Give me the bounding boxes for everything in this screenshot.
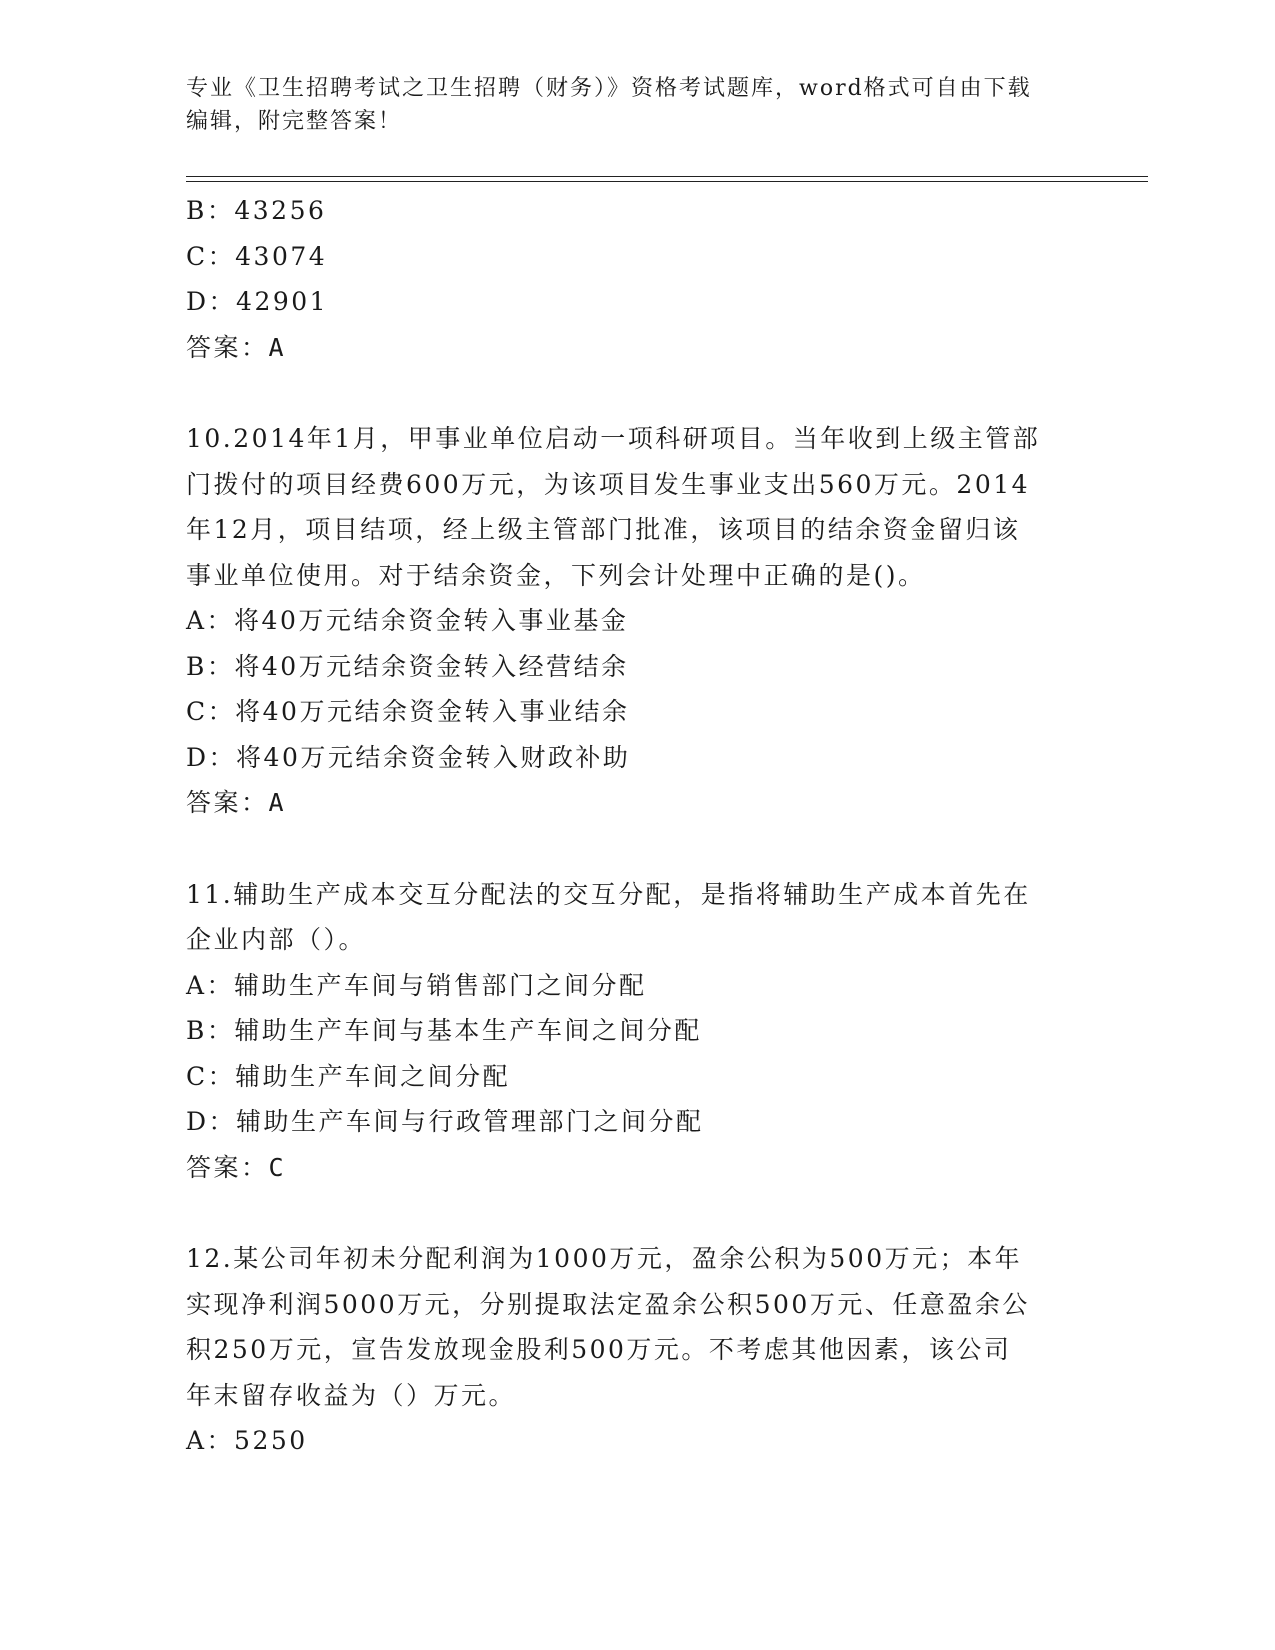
header-line-2: 编辑，附完整答案！ xyxy=(186,109,403,134)
option-line: B：辅助生产车间与基本生产车间之间分配 xyxy=(186,1016,702,1045)
answer-line xyxy=(186,1145,1066,1191)
option-line: A：5250 xyxy=(186,1426,308,1455)
question-block-10 xyxy=(186,416,1066,826)
header-divider-top xyxy=(186,176,1148,177)
question-stem-line: 年12月，项目结项，经上级主管部门批准，该项目的结余资金留归该 xyxy=(186,515,1021,544)
question-spacer xyxy=(186,826,1066,872)
option-line: C：43074 xyxy=(186,241,328,271)
answer-value: A xyxy=(268,332,287,362)
option-line: C：辅助生产车间之间分配 xyxy=(186,1061,511,1091)
option-line: A：将40万元结余资金转入事业基金 xyxy=(186,606,629,635)
answer-label: 答案： xyxy=(186,1152,269,1182)
question-block-9 xyxy=(186,188,1066,370)
option-line: D：将40万元结余资金转入财政补助 xyxy=(186,742,631,772)
question-spacer xyxy=(186,370,1066,416)
question-stem-line: 企业内部（）。 xyxy=(186,925,367,954)
header-line-1: 专业《卫生招聘考试之卫生招聘（财务）》资格考试题库，word格式可自由下载 xyxy=(186,76,1032,101)
question-stem-line: 10.2014年1月，甲事业单位启动一项科研项目。当年收到上级主管部 xyxy=(186,424,1041,453)
question-block-12 xyxy=(186,1236,1066,1464)
answer-value: C xyxy=(268,1152,287,1182)
answer-label: 答案： xyxy=(186,332,269,362)
page-header xyxy=(186,72,1066,138)
question-block-11 xyxy=(186,872,1066,1191)
question-stem-line: 年末留存收益为（）万元。 xyxy=(186,1380,517,1410)
header-divider-bottom xyxy=(186,181,1148,182)
question-stem-line: 门拨付的项目经费600万元，为该项目发生事业支出560万元。2014 xyxy=(186,469,1031,499)
option-line: D：42901 xyxy=(186,287,329,316)
question-stem-line: 12.某公司年初未分配利润为1000万元，盈余公积为500万元；本年 xyxy=(186,1244,1023,1273)
question-stem-line: 实现净利润5000万元，分别提取法定盈余公积500万元、任意盈余公 xyxy=(186,1289,1030,1319)
option-line: B：将40万元结余资金转入经营结余 xyxy=(186,651,629,681)
answer-label: 答案： xyxy=(186,788,269,817)
question-stem-line: 11.辅助生产成本交互分配法的交互分配，是指将辅助生产成本首先在 xyxy=(186,879,1031,909)
answer-line xyxy=(186,780,1066,826)
answer-value: A xyxy=(268,788,287,817)
answer-line xyxy=(186,325,1066,371)
question-stem-line: 积250万元，宣告发放现金股利500万元。不考虑其他因素，该公司 xyxy=(186,1335,1012,1364)
option-line: A：辅助生产车间与销售部门之间分配 xyxy=(186,970,647,1000)
option-line: C：将40万元结余资金转入事业结余 xyxy=(186,697,630,726)
question-stem-line: 事业单位使用。对于结余资金，下列会计处理中正确的是()。 xyxy=(186,560,926,590)
option-line: B：43256 xyxy=(186,196,327,225)
option-line: D：辅助生产车间与行政管理部门之间分配 xyxy=(186,1107,704,1136)
question-spacer xyxy=(186,1190,1066,1236)
question-content xyxy=(186,188,1066,1464)
